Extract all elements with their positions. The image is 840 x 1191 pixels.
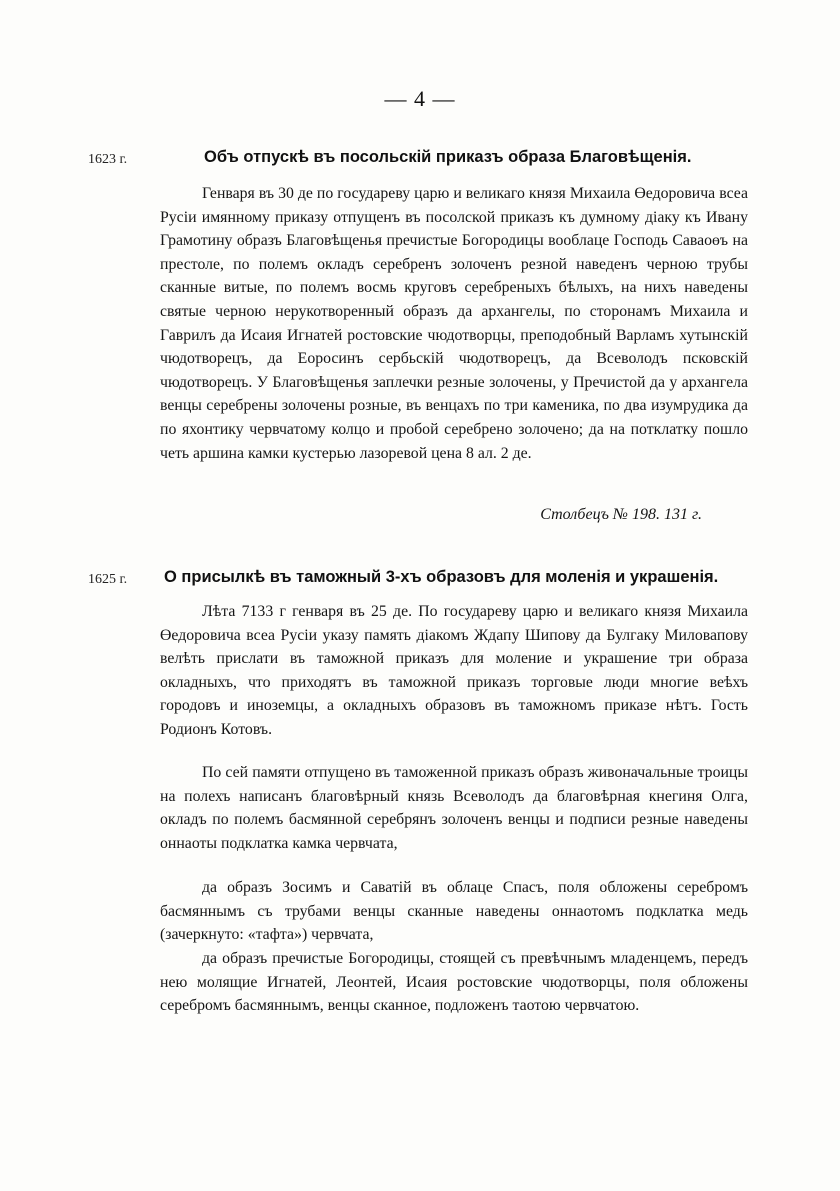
section-paragraph: Генваря въ 30 де по государеву царю и великаго князя Михаила Өедоровича всеа Русіи имянному приказу отпущенъ въ посолской приказъ къ думному діаку къ Ивану Грамотину образъ Благовѣщенья пречистые Богородицы вооблаце Господь Саваоөъ на престоле, по полемъ окладъ серебренъ золоченъ резной наведенъ черною трубы сканные витые, по полемъ восмь круговъ серебреныхъ бѣлыхъ, на нихъ наведены святые черною нерукотворенный образъ да архангелы, по сторонамъ Михаила и Гаврилъ да Исаия Игнатей ростовские чюдотворцы, преподобный Варламъ хутынскій чюдотворецъ, да Еоросинъ сербьскій чюдотворецъ, да Всеволодъ псковскій чюдотворецъ. У Благовѣщенья заплечки резные золочены, у Пречистой да у архангела венцы серебрены золочены розные, въ венцахъ по три каменика, по два изумрудика да по яхонтику червчатому колцо и пробой серебрено золочено; да на потклатку пошло четь аршина камки кустерью лазоревой цена 8 ал. 2 де. [160, 185, 748, 462]
section-year: 1625 г. [88, 572, 128, 587]
section-title: О присылкѣ въ таможный 3-хъ образовъ для моленія и украшенія. [164, 568, 719, 586]
section-paragraph: да образъ Зосимъ и Саватій въ облаце Спасъ, поля обложены серебромъ басмяннымъ съ трубами венцы сканные наведены оннаотомъ подклатка медь (зачеркнуто: «тафта») червчата, [160, 879, 748, 944]
section-title: Объ отпускѣ въ посольскій приказъ образа Благовѣщенія. [204, 148, 692, 166]
section-year: 1623 г. [88, 152, 128, 167]
source-reference: Столбецъ № 198. 131 г. [540, 506, 702, 523]
section-paragraph: По сей памяти отпущено въ таможенной приказъ образъ живоначальные троицы на полехъ написанъ благовѣрный князь Всеволодъ да благовѣрная кнегиня Олга, окладъ по полемъ басмянной серебрянъ золоченъ венцы и подписи резные наведены оннаоты подклатка камка червчата, [160, 764, 748, 852]
section-paragraph: да образъ пречистые Богородицы, стоящей съ превѣчнымъ младенцемъ, передъ нею молящие Игнатей, Леонтей, Исаия ростовские чюдотворцы, поля обложены серебромъ басмяннымъ, венцы сканное, подложенъ таотою червчатою. [160, 950, 748, 1015]
section-paragraph: Лѣта 7133 г генваря въ 25 де. По государеву царю и великаго князя Михаила Өедоровича всеа Русіи указу память діакомъ Ждапу Шипову да Булгаку Миловапову велѣть прислати въ таможной приказъ для моление и украшение три образа окладныхъ, что приходятъ въ таможной приказъ торговые люди многие веѣхъ городовъ и иноземцы, а окладныхъ образовъ въ таможномъ приказе нѣтъ. Гость Родионъ Котовъ. [160, 603, 748, 738]
page-number: — 4 — [384, 86, 456, 111]
